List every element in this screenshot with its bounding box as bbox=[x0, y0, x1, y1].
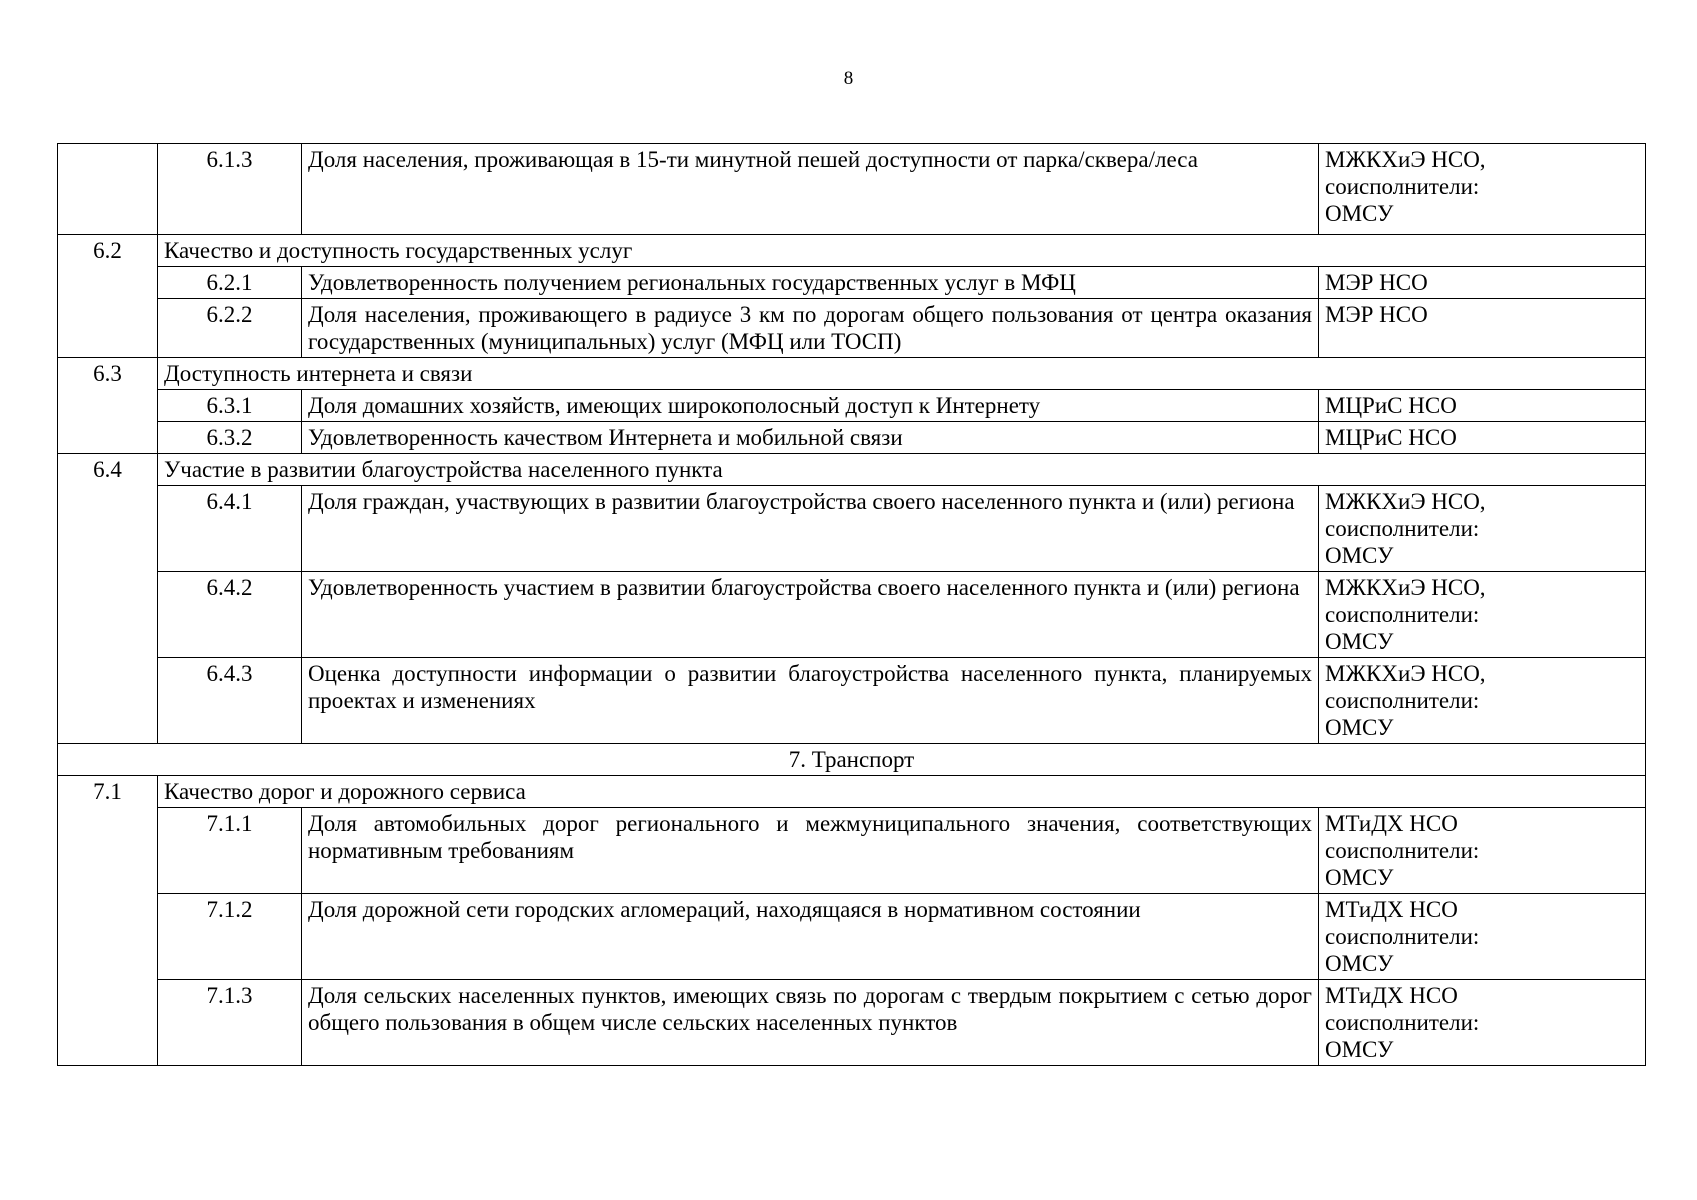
executor-line: соисполнители: bbox=[1325, 688, 1480, 713]
indicator-text: Доля домашних хозяйств, имеющих широкополосный доступ к Интернету bbox=[302, 390, 1319, 422]
item-number: 7.1.3 bbox=[158, 980, 302, 1066]
executor-line: МТиДХ НСО bbox=[1325, 897, 1458, 922]
executor-line: соисполнители: bbox=[1325, 838, 1480, 863]
item-number: 6.3.2 bbox=[158, 422, 302, 454]
table-row bbox=[58, 390, 1646, 422]
group-title: Участие в развитии благоустройства населенного пункта bbox=[158, 454, 1646, 486]
table-row bbox=[58, 299, 1646, 358]
group-number-cell bbox=[58, 144, 158, 235]
executor-line: МЖКХиЭ НСО, bbox=[1325, 147, 1486, 172]
group-number: 6.2 bbox=[58, 235, 158, 358]
executor-line: МЦРиС НСО bbox=[1325, 393, 1457, 418]
executor-line: ОМСУ bbox=[1325, 1037, 1394, 1062]
table-row bbox=[58, 808, 1646, 894]
executor-line: ОМСУ bbox=[1325, 715, 1394, 740]
executor-line: ОМСУ bbox=[1325, 629, 1394, 654]
indicator-text: Доля автомобильных дорог регионального и межмуниципального значения, соответствующих нормативным требованиям bbox=[302, 808, 1319, 894]
item-number: 6.4.2 bbox=[158, 572, 302, 658]
indicator-text: Удовлетворенность участием в развитии благоустройства своего населенного пункта и (или) региона bbox=[302, 572, 1319, 658]
indicator-text: Доля населения, проживающая в 15-ти минутной пешей доступности от парка/сквера/леса bbox=[302, 144, 1319, 235]
indicator-text: Удовлетворенность получением региональных государственных услуг в МФЦ bbox=[302, 267, 1319, 299]
executor-line: МЖКХиЭ НСО, bbox=[1325, 489, 1486, 514]
group-row bbox=[58, 358, 1646, 390]
section-title: 7. Транспорт bbox=[58, 744, 1646, 776]
executor-cell bbox=[1319, 980, 1646, 1066]
executor-line: МТиДХ НСО bbox=[1325, 811, 1458, 836]
executor-line: соисполнители: bbox=[1325, 516, 1480, 541]
executor-line: ОМСУ bbox=[1325, 951, 1394, 976]
indicator-text: Оценка доступности информации о развитии благоустройства населенного пункта, планируемых проектах и изменениях bbox=[302, 658, 1319, 744]
executor-line: ОМСУ bbox=[1325, 201, 1394, 226]
executor-line: соисполнители: bbox=[1325, 924, 1480, 949]
group-number: 7.1 bbox=[58, 776, 158, 1066]
indicator-text: Доля граждан, участвующих в развитии благоустройства своего населенного пункта и (или) региона bbox=[302, 486, 1319, 572]
group-row bbox=[58, 776, 1646, 808]
item-number: 6.2.1 bbox=[158, 267, 302, 299]
group-row bbox=[58, 454, 1646, 486]
executor-cell bbox=[1319, 658, 1646, 744]
executor-line: МЖКХиЭ НСО, bbox=[1325, 661, 1486, 686]
executor-cell bbox=[1319, 486, 1646, 572]
table-row bbox=[58, 658, 1646, 744]
group-title: Качество дорог и дорожного сервиса bbox=[158, 776, 1646, 808]
item-number: 6.4.3 bbox=[158, 658, 302, 744]
executor-line: МТиДХ НСО bbox=[1325, 983, 1458, 1008]
indicator-text: Доля дорожной сети городских агломераций, находящаяся в нормативном состоянии bbox=[302, 894, 1319, 980]
executor-cell bbox=[1319, 390, 1646, 422]
group-title: Качество и доступность государственных услуг bbox=[158, 235, 1646, 267]
executor-line: соисполнители: bbox=[1325, 602, 1480, 627]
table-row bbox=[58, 572, 1646, 658]
executor-line: МЦРиС НСО bbox=[1325, 425, 1457, 450]
executor-cell bbox=[1319, 894, 1646, 980]
executor-line: ОМСУ bbox=[1325, 865, 1394, 890]
item-number: 7.1.2 bbox=[158, 894, 302, 980]
executor-cell bbox=[1319, 808, 1646, 894]
item-number: 6.4.1 bbox=[158, 486, 302, 572]
executor-cell bbox=[1319, 422, 1646, 454]
item-number: 7.1.1 bbox=[158, 808, 302, 894]
table-row bbox=[58, 894, 1646, 980]
group-number: 6.3 bbox=[58, 358, 158, 454]
executor-line: МЭР НСО bbox=[1325, 270, 1428, 295]
table-row bbox=[58, 980, 1646, 1066]
indicator-text: Доля сельских населенных пунктов, имеющих связь по дорогам с твердым покрытием с сетью дорог общего пользования в общем числе сельских населенных пунктов bbox=[302, 980, 1319, 1066]
item-number: 6.3.1 bbox=[158, 390, 302, 422]
item-number: 6.1.3 bbox=[158, 144, 302, 235]
indicators-table bbox=[57, 143, 1646, 1066]
indicator-text: Удовлетворенность качеством Интернета и мобильной связи bbox=[302, 422, 1319, 454]
executor-cell bbox=[1319, 572, 1646, 658]
table-row bbox=[58, 486, 1646, 572]
executor-cell bbox=[1319, 267, 1646, 299]
section-row bbox=[58, 744, 1646, 776]
executor-line: МЖКХиЭ НСО, bbox=[1325, 575, 1486, 600]
group-title: Доступность интернета и связи bbox=[158, 358, 1646, 390]
executor-cell bbox=[1319, 144, 1646, 235]
table-row bbox=[58, 267, 1646, 299]
executor-cell bbox=[1319, 299, 1646, 358]
group-row bbox=[58, 235, 1646, 267]
executor-line: соисполнители: bbox=[1325, 1010, 1480, 1035]
group-number: 6.4 bbox=[58, 454, 158, 744]
table-row bbox=[58, 422, 1646, 454]
item-number: 6.2.2 bbox=[158, 299, 302, 358]
executor-line: МЭР НСО bbox=[1325, 302, 1428, 327]
indicator-text: Доля населения, проживающего в радиусе 3 км по дорогам общего пользования от центра оказания государственных (муниципальных) услуг (МФЦ или ТОСП) bbox=[302, 299, 1319, 358]
page-number: 8 bbox=[843, 68, 854, 89]
executor-line: ОМСУ bbox=[1325, 543, 1394, 568]
table-row bbox=[58, 144, 1646, 235]
executor-line: соисполнители: bbox=[1325, 174, 1480, 199]
